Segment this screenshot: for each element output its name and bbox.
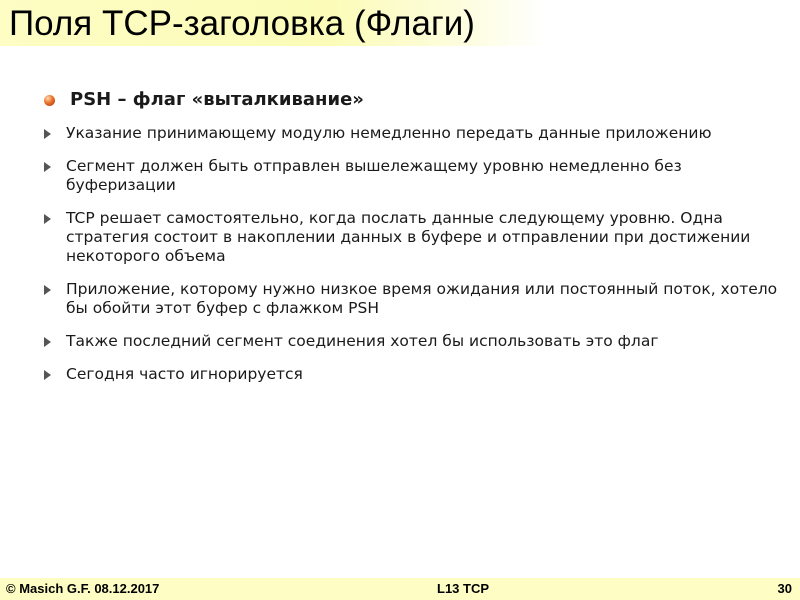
sub-bullet-text: Указание принимающему модулю немедленно передать данные приложению: [66, 124, 712, 142]
triangle-arrow-icon: [44, 337, 51, 347]
sub-bullet-item: [44, 157, 789, 195]
title-bar: [0, 0, 548, 46]
sub-bullet-text: Приложение, которому нужно низкое время ожидания или постоянный поток, хотело бы обойти этот буфер с флажком PSH: [66, 280, 778, 317]
triangle-arrow-icon: [44, 214, 51, 224]
sub-bullet-item: [44, 332, 789, 351]
main-bullet-text: PSH – флаг «выталкивание»: [70, 89, 364, 110]
sub-bullet-item: [44, 280, 789, 318]
orange-ball-icon: [44, 95, 55, 106]
triangle-arrow-icon: [44, 370, 51, 380]
sub-bullet-item: [44, 365, 789, 384]
triangle-arrow-icon: [44, 162, 51, 172]
sub-bullet-text: TCP решает самостоятельно, когда послать данные следующему уровню. Одна стратегия состоит в накоплении данных в буфере и отправлении при достижении некоторого объема: [66, 209, 751, 265]
triangle-arrow-icon: [44, 129, 51, 139]
sub-bullet-item: [44, 209, 789, 266]
sub-bullet-item: [44, 124, 789, 143]
slide-content: [44, 88, 789, 398]
footer-copyright: © Masich G.F. 08.12.2017: [6, 581, 160, 596]
triangle-arrow-icon: [44, 285, 51, 295]
page-number: 30: [777, 581, 792, 596]
main-bullet: [44, 88, 789, 112]
sub-bullet-text: Также последний сегмент соединения хотел бы использовать это флаг: [66, 332, 659, 350]
sub-bullet-text: Сегмент должен быть отправлен вышележащему уровню немедленно без буферизации: [66, 157, 682, 194]
footer-bar: [0, 578, 800, 600]
slide-title: Поля TCP-заголовка (Флаги): [9, 4, 475, 43]
sub-bullet-list: [44, 124, 789, 384]
footer-lecture: L13 TCP: [437, 581, 490, 596]
sub-bullet-text: Сегодня часто игнорируется: [66, 365, 303, 383]
